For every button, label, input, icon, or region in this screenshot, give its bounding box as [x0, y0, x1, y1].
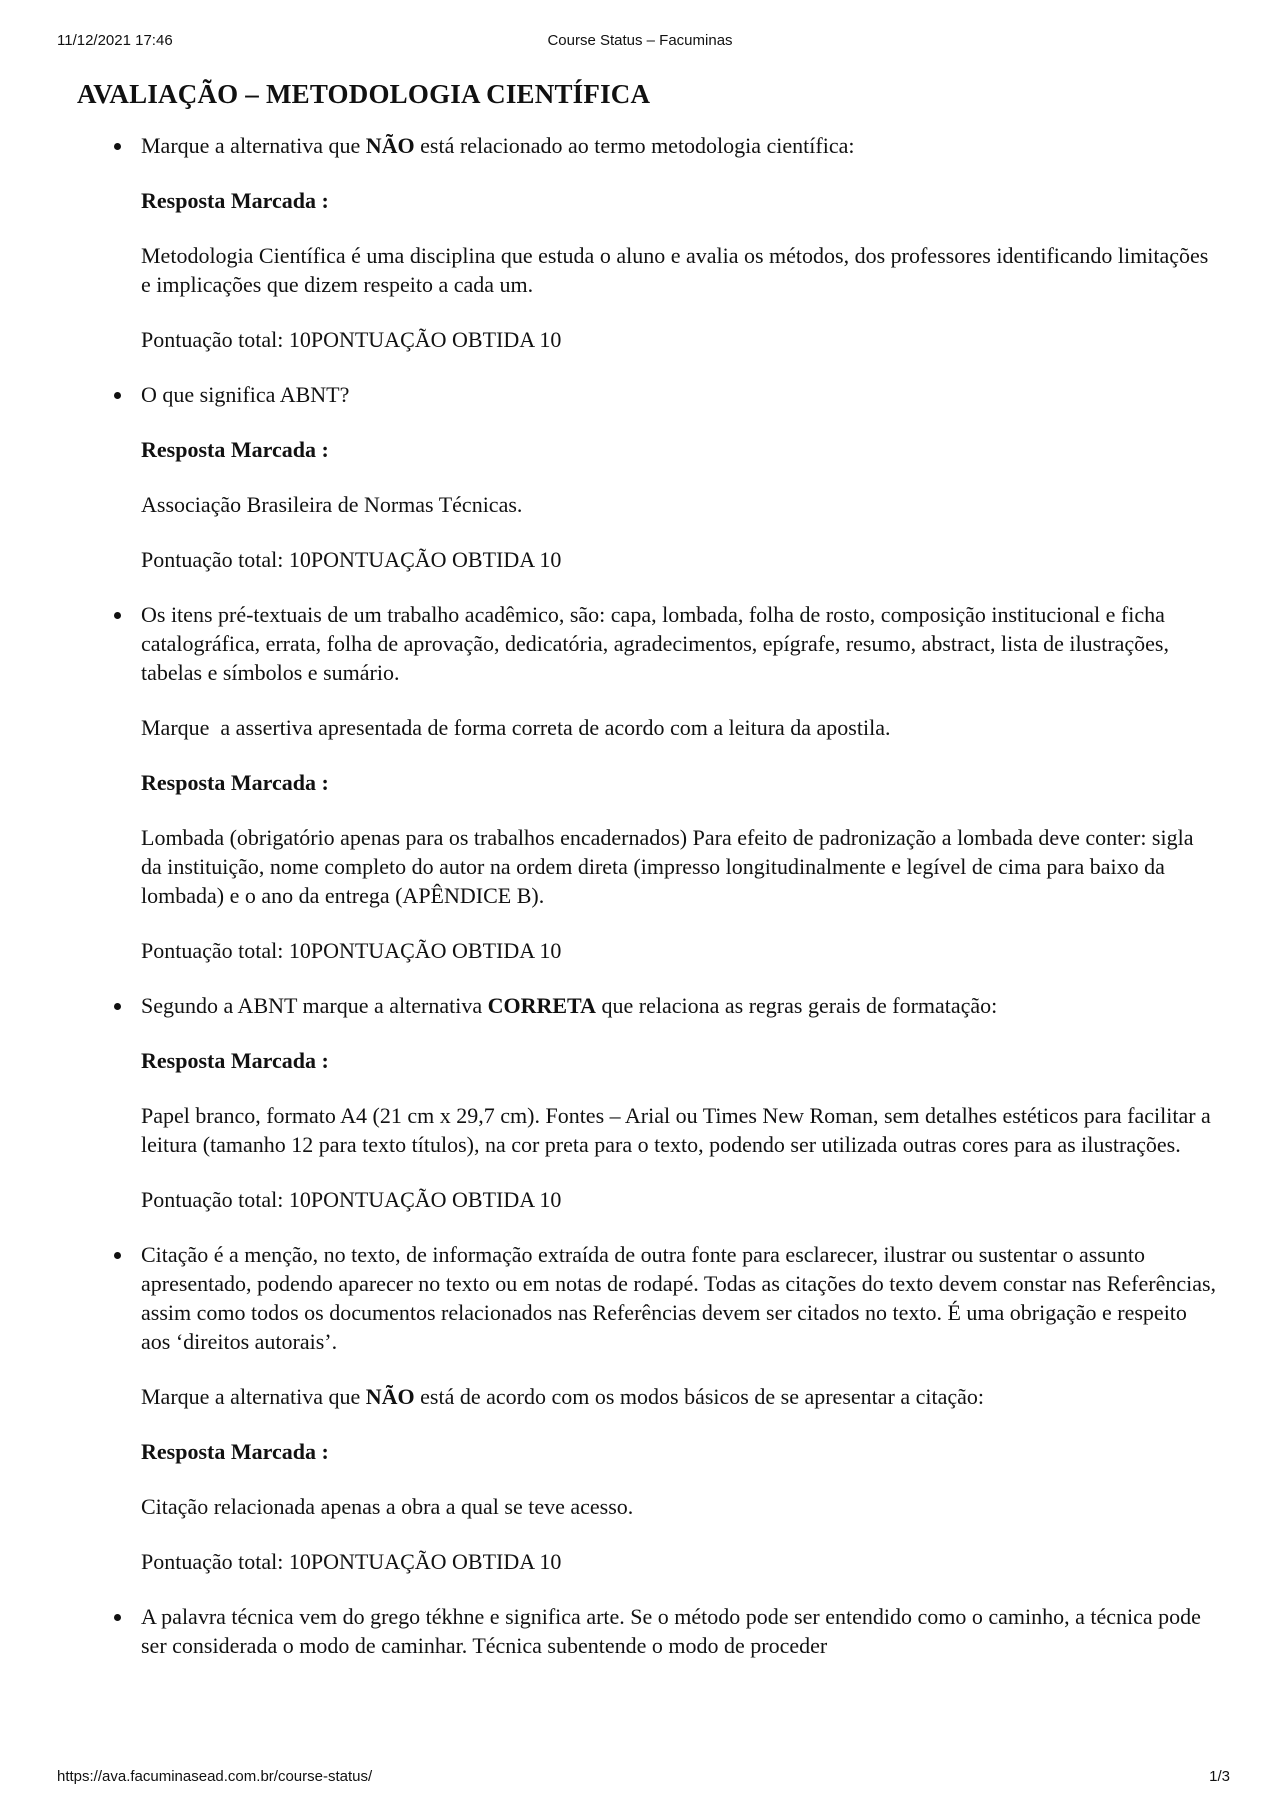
answer-label: Resposta Marcada : [141, 1048, 329, 1073]
question-item [77, 1602, 1217, 1660]
print-header [0, 32, 1280, 52]
score-text: Pontuação total: 10PONTUAÇÃO OBTIDA 10 [141, 1549, 562, 1574]
score-text: Pontuação total: 10PONTUAÇÃO OBTIDA 10 [141, 327, 562, 352]
question-text: Os itens pré-textuais de um trabalho acadêmico, são: capa, lombada, folha de rosto, composição institucional e ficha catalográfica, errata, folha de aprovação, dedicatória, agradecimentos, epígrafe, resumo, abstract, lista de ilustrações, tabelas e símbolos e sumário. [141, 602, 1169, 685]
question-item [77, 1240, 1217, 1576]
question-text: Citação é a menção, no texto, de informação extraída de outra fonte para esclarecer, ilustrar ou sustentar o assunto apresentado, podendo aparecer no texto ou em notas de rodapé. Todas as citações do texto devem constar nas Referências, assim como todos os documentos relacionados nas Referências devem ser citados no texto. É uma obrigação e respeito aos ‘direitos autorais’. [141, 1242, 1217, 1354]
print-datetime: 11/12/2021 17:46 [57, 32, 173, 49]
answer-label: Resposta Marcada : [141, 188, 329, 213]
print-url: https://ava.facuminasead.com.br/course-status/ [57, 1768, 373, 1785]
bullet-icon [114, 143, 121, 150]
answer-text: Lombada (obrigatório apenas para os trabalhos encadernados) Para efeito de padronização a lombada deve conter: sigla da instituição, nome completo do autor na ordem direta (impresso longitudinalmente e legível de cima para baixo da lombada) e o ano da entrega (APÊNDICE B). [141, 825, 1194, 908]
answer-text: Papel branco, formato A4 (21 cm x 29,7 cm). Fontes – Arial ou Times New Roman, sem detalhes estéticos para facilitar a leitura (tamanho 12 para texto títulos), na cor preta para o texto, podendo ser utilizada outras cores para as ilustrações. [141, 1103, 1211, 1157]
question-list [77, 131, 1217, 1660]
answer-text: Citação relacionada apenas a obra a qual se teve acesso. [141, 1494, 634, 1519]
question-text: A palavra técnica vem do grego tékhne e significa arte. Se o método pode ser entendido como o caminho, a técnica pode ser considerada o modo de caminhar. Técnica subentende o modo de proceder [141, 1604, 1201, 1658]
answer-label: Resposta Marcada : [141, 770, 329, 795]
document-body [77, 72, 1217, 1660]
question-item [77, 600, 1217, 965]
print-page-number: 1/3 [1209, 1768, 1230, 1785]
question-instruction: Marque a assertiva apresentada de forma correta de acordo com a leitura da apostila. [141, 715, 891, 740]
bullet-icon [114, 392, 121, 399]
bullet-icon [114, 1614, 121, 1621]
question-item [77, 380, 1217, 574]
print-page-title: Course Status – Facuminas [547, 32, 733, 49]
bullet-icon [114, 1003, 121, 1010]
question-text: O que significa ABNT? [141, 382, 350, 407]
score-text: Pontuação total: 10PONTUAÇÃO OBTIDA 10 [141, 1187, 562, 1212]
question-text: Segundo a ABNT marque a alternativa CORRETA que relaciona as regras gerais de formatação: [141, 993, 998, 1018]
question-item [77, 991, 1217, 1214]
question-text: Marque a alternativa que NÃO está relacionado ao termo metodologia científica: [141, 133, 855, 158]
answer-text: Associação Brasileira de Normas Técnicas. [141, 492, 523, 517]
question-instruction: Marque a alternativa que NÃO está de acordo com os modos básicos de se apresentar a citação: [141, 1384, 985, 1409]
answer-label: Resposta Marcada : [141, 1439, 329, 1464]
page-title: AVALIAÇÃO – METODOLOGIA CIENTÍFICA [77, 79, 651, 109]
bullet-icon [114, 1252, 121, 1259]
score-text: Pontuação total: 10PONTUAÇÃO OBTIDA 10 [141, 547, 562, 572]
bullet-icon [114, 612, 121, 619]
question-item [77, 131, 1217, 354]
answer-text: Metodologia Científica é uma disciplina que estuda o aluno e avalia os métodos, dos professores identificando limitações e implicações que dizem respeito a cada um. [141, 243, 1209, 297]
score-text: Pontuação total: 10PONTUAÇÃO OBTIDA 10 [141, 938, 562, 963]
answer-label: Resposta Marcada : [141, 437, 329, 462]
print-footer [0, 1768, 1280, 1788]
